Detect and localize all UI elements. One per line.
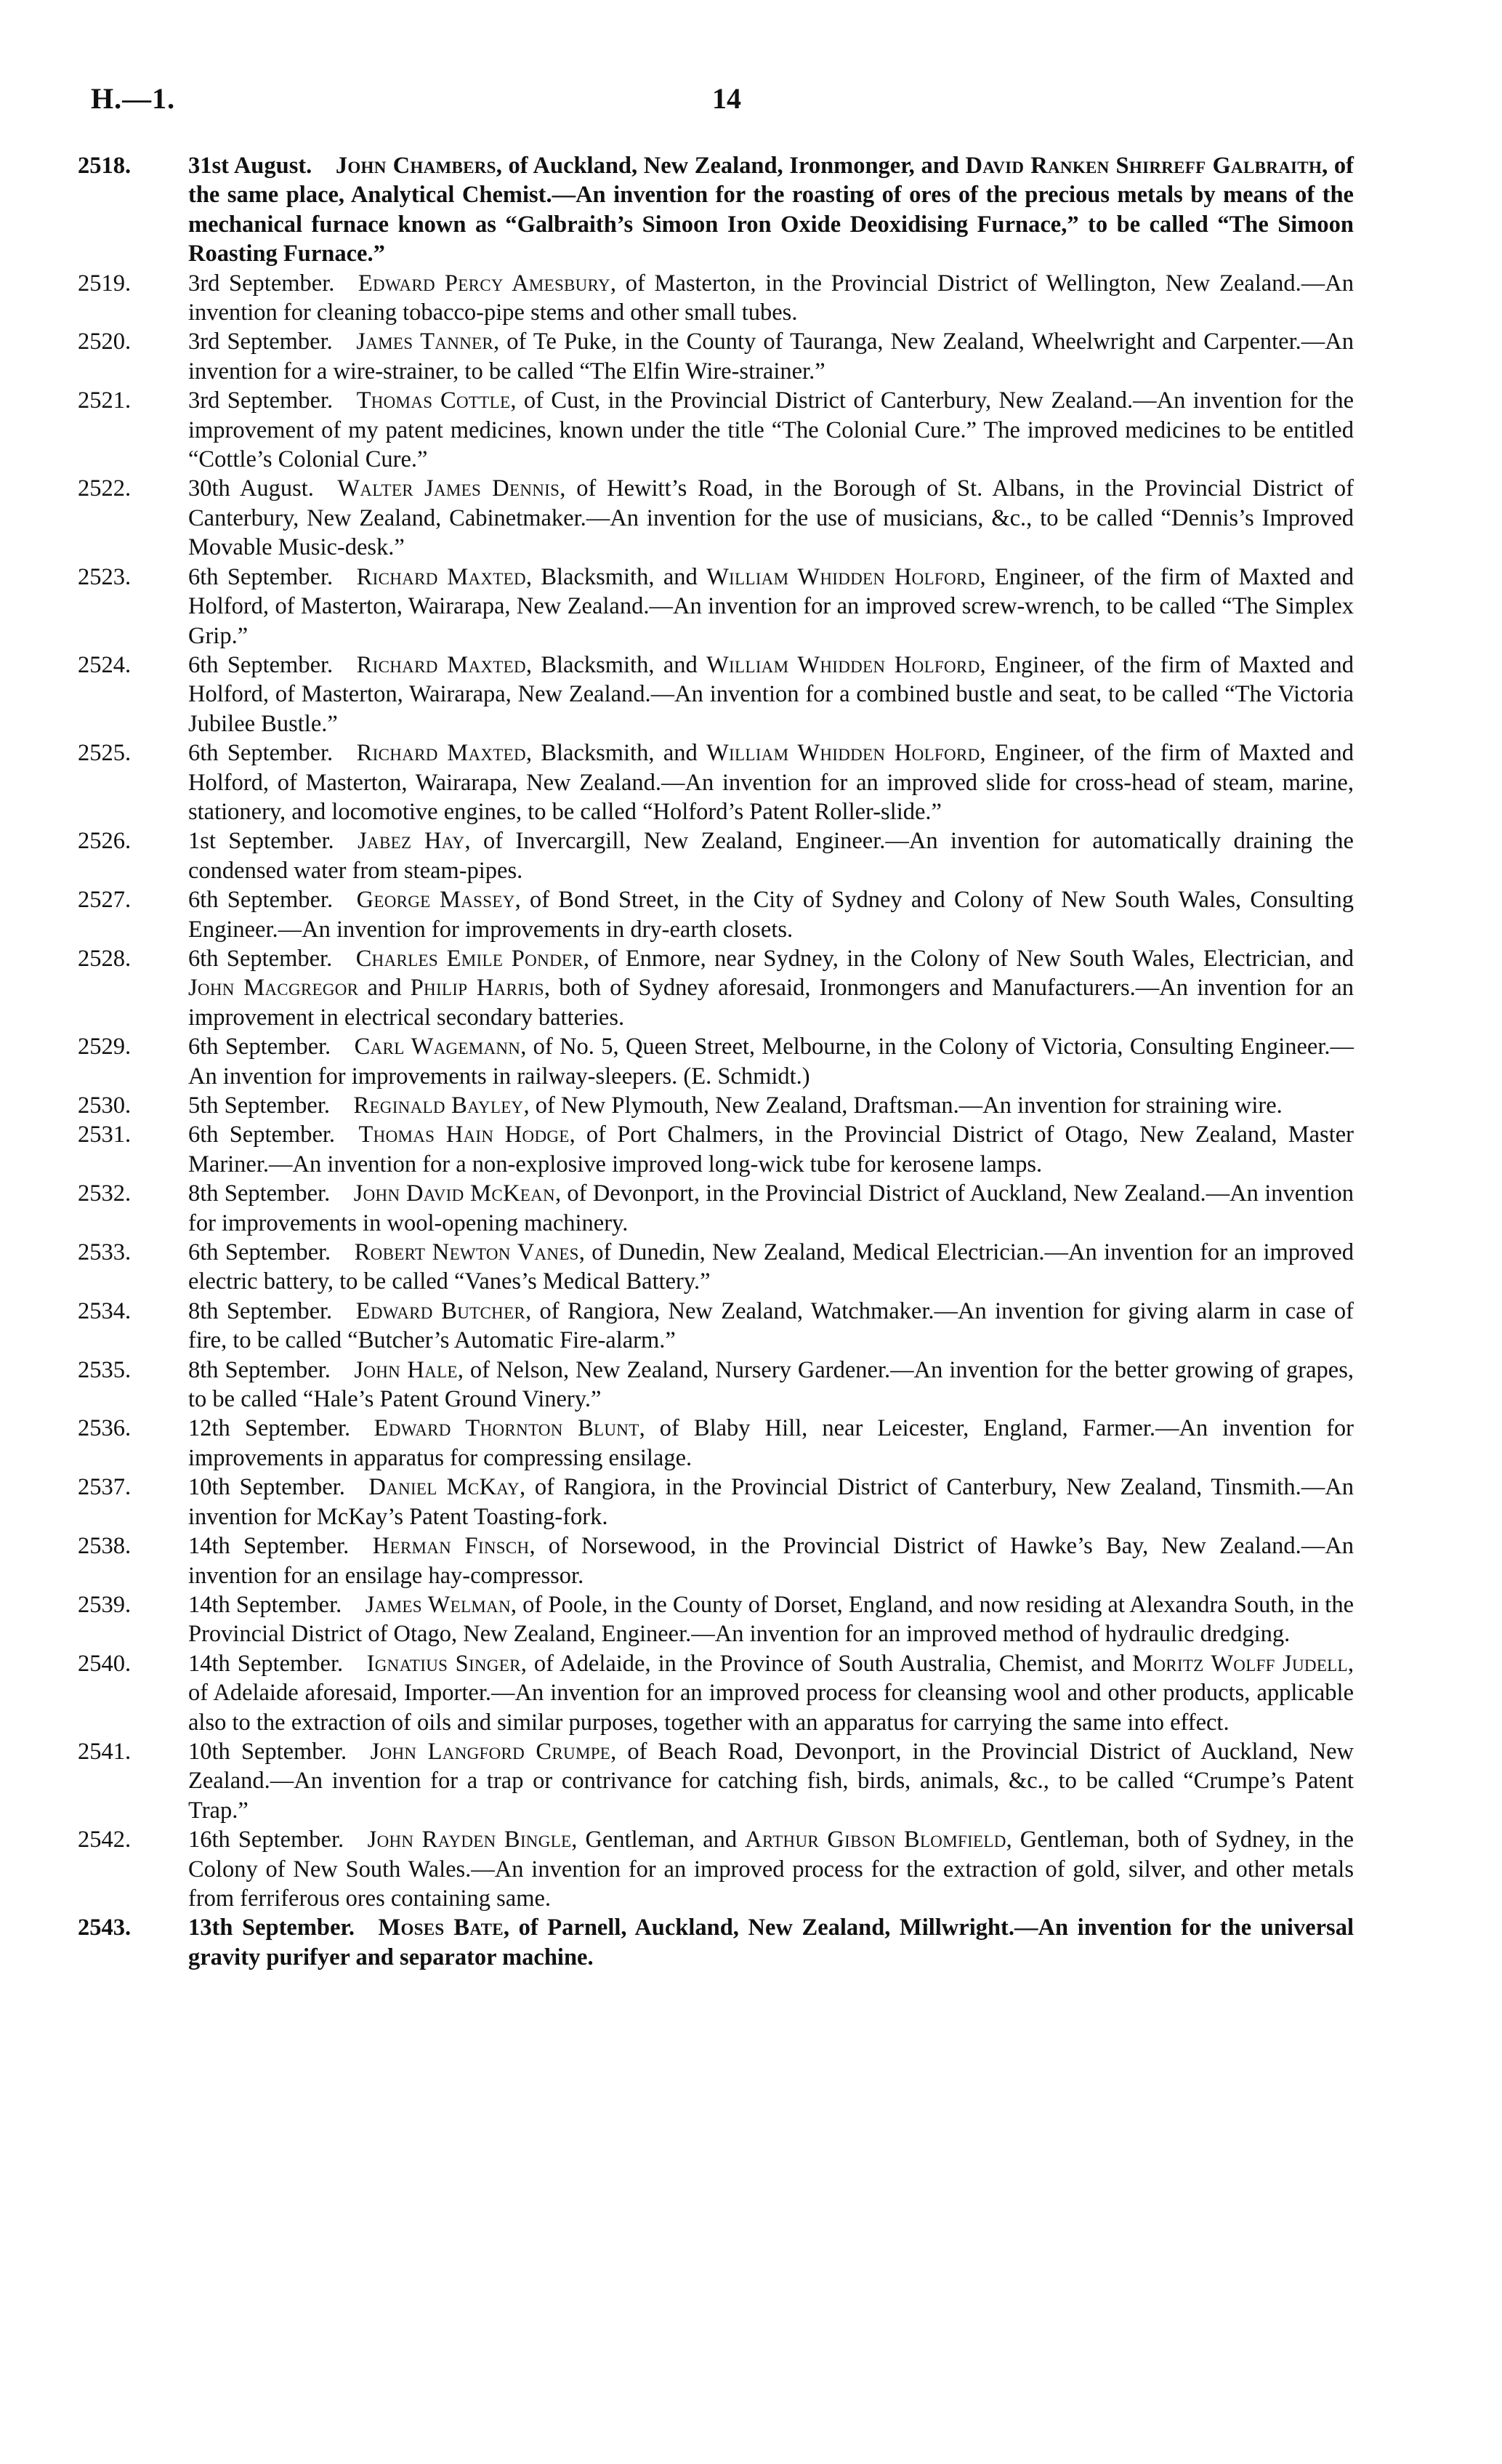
- patent-entry: [78, 944, 1354, 1032]
- applicant-name: Robert Newton Vanes: [354, 1239, 579, 1266]
- patent-entry: [78, 1825, 1354, 1913]
- patent-entry: [78, 151, 1354, 269]
- entry-date: 3rd September.: [188, 387, 334, 414]
- applicant-name: Carl Wagemann: [354, 1034, 521, 1060]
- entry-number: 2531.: [78, 1122, 132, 1148]
- entry-description: , of Beach Road, Devonport, in the Provincial District of Auckland, New Zealand.—An invention for a trap or contrivance for catching fish, birds, animals, &c., to be called “Crumpe’s Patent Trap.”: [188, 1738, 1354, 1824]
- applicant-name: Edward Butcher: [355, 1297, 526, 1324]
- entry-description: , of Bond Street, in the City of Sydney and Colony of New South Wales, Consulting Engineer.—An invention for improvements in dry-earth closets.: [188, 887, 1354, 943]
- entry-description: , of No. 5, Queen Street, Melbourne, in the Colony of Victoria, Consulting Engineer.—An invention for improvements in railway-sleepers. (E. Schmidt.): [188, 1034, 1354, 1090]
- entry-date: 6th September.: [188, 887, 334, 914]
- entry-description: , of Cust, in the Provincial District of Canterbury, New Zealand.—An invention for the improvement of my patent medicines, known under the title “The Colonial Cure.” The improved medicines to be entitled “Cottle’s Colonial Cure.”: [188, 387, 1354, 473]
- patent-entry: [78, 1297, 1354, 1356]
- applicant-name: John Langford Crumpe: [370, 1738, 611, 1765]
- patent-entry: [78, 1091, 1354, 1120]
- entry-description: , of Masterton, in the Provincial District of Wellington, New Zealand.—An invention for cleaning tobacco-pipe stems and other small tubes.: [188, 270, 1354, 326]
- applicant-name: John David McKean: [353, 1180, 555, 1207]
- entry-number: 2519.: [78, 270, 132, 297]
- entry-number: 2518.: [78, 153, 132, 179]
- entry-date: 13th September.: [188, 1915, 355, 1941]
- applicant-name: William Whidden Holford: [706, 651, 980, 678]
- entry-description: , of Norsewood, in the Provincial District of Hawke’s Bay, New Zealand.—An invention for an ensilage hay-compressor.: [188, 1533, 1354, 1589]
- entry-description: , of Blaby Hill, near Leicester, England, Farmer.—An invention for improvements in apparatus for compressing ensilage.: [188, 1415, 1354, 1471]
- entry-description: , of Nelson, New Zealand, Nursery Gardener.—An invention for the better growing of grapes, to be called “Hale’s Patent Ground Vinery.”: [188, 1356, 1354, 1413]
- entry-description: , Engineer, of the firm of Maxted and Holford, of Masterton, Wairarapa, New Zealand.—An invention for a combined bustle and seat, to be called “The Victoria Jubilee Bustle.”: [188, 651, 1354, 737]
- entry-description: , of Invercargill, New Zealand, Engineer.—An invention for automatically draining the condensed water from steam-pipes.: [188, 828, 1354, 884]
- entry-number: 2524.: [78, 651, 132, 678]
- entry-number: 2535.: [78, 1356, 132, 1383]
- patent-entry: [78, 1414, 1354, 1473]
- entry-number: 2538.: [78, 1533, 132, 1560]
- entry-description: , of Enmore, near Sydney, in the Colony of New South Wales, Electrician, and: [583, 945, 1354, 972]
- patent-entry: [78, 1120, 1354, 1179]
- entry-number: 2522.: [78, 475, 132, 502]
- entry-date: 1st September.: [188, 828, 334, 855]
- entry-description: , Engineer, of the firm of Maxted and Holford, of Masterton, Wairarapa, New Zealand.—An invention for an improved screw-wrench, to be called “The Simplex Grip.”: [188, 563, 1354, 649]
- entry-date: 14th September.: [188, 1591, 342, 1618]
- patent-entry: [78, 1590, 1354, 1649]
- applicant-name: Edward Percy Amesbury: [358, 270, 610, 297]
- applicant-name: Charles Emile Ponder: [355, 945, 584, 972]
- entry-date: 6th September.: [188, 1122, 336, 1148]
- entry-date: 10th September.: [188, 1738, 347, 1765]
- applicant-name: Herman Finsch: [372, 1533, 530, 1560]
- entry-number: 2537.: [78, 1474, 132, 1501]
- entry-description: and: [358, 975, 411, 1002]
- document-reference: H.—1.: [91, 82, 176, 115]
- entry-number: 2525.: [78, 740, 132, 767]
- patent-entry: [78, 1913, 1354, 1972]
- entry-date: 6th September.: [188, 1034, 331, 1060]
- entry-number: 2539.: [78, 1591, 132, 1618]
- entry-date: 6th September.: [188, 740, 334, 767]
- entry-date: 6th September.: [188, 651, 334, 678]
- applicant-name: Daniel McKay: [368, 1474, 520, 1501]
- entry-date: 14th September.: [188, 1650, 344, 1677]
- patent-entry: [78, 738, 1354, 826]
- patent-entry: [78, 474, 1354, 562]
- entry-description: , of Poole, in the County of Dorset, England, and now residing at Alexandra South, in the Provincial District of Otago, New Zealand, Engineer.—An invention for an improved method of hydraulic dredging.: [188, 1591, 1354, 1648]
- entry-number: 2536.: [78, 1415, 132, 1442]
- entry-date: 6th September.: [188, 1239, 331, 1266]
- patent-entry: [78, 1473, 1354, 1531]
- entry-number: 2528.: [78, 945, 132, 972]
- entry-description: , of Dunedin, New Zealand, Medical Electrician.—An invention for an improved electric battery, to be called “Vanes’s Medical Battery.”: [188, 1239, 1354, 1295]
- applicant-name: James Welman: [365, 1591, 511, 1618]
- entry-number: 2521.: [78, 387, 132, 414]
- entry-number: 2523.: [78, 563, 132, 590]
- entry-date: 30th August.: [188, 475, 314, 502]
- patent-entry: [78, 651, 1354, 738]
- entry-description: , of Te Puke, in the County of Tauranga, New Zealand, Wheelwright and Carpenter.—An invention for a wire-strainer, to be called “The Elfin Wire-strainer.”: [188, 329, 1354, 385]
- entry-date: 16th September.: [188, 1827, 344, 1853]
- applicant-name: John Rayden Bingle: [367, 1827, 572, 1853]
- entry-date: 31st August.: [188, 153, 312, 179]
- applicant-name: Reginald Bayley: [353, 1092, 524, 1119]
- entry-date: 8th September.: [188, 1180, 331, 1207]
- entry-description: , Engineer, of the firm of Maxted and Holford, of Masterton, Wairarapa, New Zealand.—An invention for an improved slide for cross-head of steam, marine, stationery, and locomotive engines, to be called “Holford’s Patent Roller-slide.”: [188, 740, 1354, 825]
- patent-entry: [78, 1356, 1354, 1414]
- entry-number: 2530.: [78, 1092, 132, 1119]
- patent-entry: [78, 327, 1354, 386]
- entry-date: 10th September.: [188, 1474, 345, 1501]
- applicant-name: Moritz Wolff Judell: [1132, 1650, 1348, 1677]
- entry-date: 3rd September.: [188, 270, 335, 297]
- applicant-name: Edward Thornton Blunt: [374, 1415, 639, 1442]
- patent-entry: [78, 1032, 1354, 1091]
- entry-description: , of New Plymouth, New Zealand, Draftsman.—An invention for straining wire.: [523, 1092, 1283, 1119]
- entry-number: 2541.: [78, 1738, 132, 1765]
- entry-number: 2526.: [78, 828, 132, 855]
- entry-description: , of Rangiora, in the Provincial District of Canterbury, New Zealand, Tinsmith.—An invention for McKay’s Patent Toasting-fork.: [188, 1474, 1354, 1530]
- applicant-name: Philip Harris: [410, 975, 544, 1002]
- entry-number: 2529.: [78, 1034, 132, 1060]
- entry-number: 2520.: [78, 329, 132, 355]
- applicant-name: James Tanner: [356, 329, 494, 355]
- patent-entry: [78, 269, 1354, 328]
- entry-date: 8th September.: [188, 1356, 331, 1383]
- patent-entry: [78, 1238, 1354, 1297]
- entry-date: 5th September.: [188, 1092, 330, 1119]
- entry-description: , of Rangiora, New Zealand, Watchmaker.—An invention for giving alarm in case of fire, to be called “Butcher’s Automatic Fire-alarm.”: [188, 1297, 1354, 1354]
- entry-date: 6th September.: [188, 563, 334, 590]
- patent-entry: [78, 885, 1354, 944]
- entry-number: 2534.: [78, 1297, 132, 1324]
- patent-entry: [78, 1649, 1354, 1737]
- patent-entry: [78, 386, 1354, 474]
- entry-description: , of Devonport, in the Provincial District of Auckland, New Zealand.—An invention for improvements in wool-opening machinery.: [188, 1180, 1354, 1236]
- applicant-name: John Macgregor: [188, 975, 359, 1002]
- patent-entry: [78, 826, 1354, 885]
- applicant-name: Arthur Gibson Blomfield: [745, 1827, 1006, 1853]
- applicant-name: John Chambers: [335, 153, 496, 179]
- page-header: [91, 81, 1413, 125]
- entry-date: 6th September.: [188, 945, 333, 972]
- entry-description: , Blacksmith, and: [525, 563, 707, 590]
- applicant-name: Richard Maxted: [356, 740, 526, 767]
- patent-entry: [78, 563, 1354, 651]
- applicant-name: Ignatius Singer: [366, 1650, 521, 1677]
- applicant-name: Thomas Cottle: [356, 387, 511, 414]
- entry-number: 2543.: [78, 1915, 132, 1941]
- entry-description: , both of Sydney aforesaid, Ironmongers and Manufacturers.—An invention for an improvement in electrical secondary batteries.: [188, 975, 1354, 1031]
- entry-description: , Blacksmith, and: [525, 740, 707, 767]
- applicant-name: David Ranken Shirreff Galbraith: [965, 153, 1323, 179]
- entry-description: , Gentleman, both of Sydney, in the Colony of New South Wales.—An invention for an improved process for the extraction of gold, silver, and other metals from ferriferous ores containing same.: [188, 1827, 1354, 1912]
- entry-description: , of Adelaide, in the Province of South Australia, Chemist, and: [520, 1650, 1133, 1677]
- page-number: 14: [712, 82, 741, 115]
- entry-number: 2532.: [78, 1180, 132, 1207]
- applicant-name: Richard Maxted: [356, 651, 526, 678]
- entry-number: 2540.: [78, 1650, 132, 1677]
- entry-description: , Gentleman, and: [571, 1827, 746, 1853]
- entry-number: 2533.: [78, 1239, 132, 1266]
- entry-description: , Blacksmith, and: [525, 651, 707, 678]
- entry-number: 2542.: [78, 1827, 132, 1853]
- applicant-name: Walter James Dennis: [337, 475, 560, 502]
- entry-description: , of Parnell, Auckland, New Zealand, Millwright.—An invention for the universal gravity purifyer and separator machine.: [188, 1915, 1354, 1970]
- entry-date: 3rd September.: [188, 329, 333, 355]
- applicant-name: George Massey: [356, 887, 515, 914]
- applicant-name: John Hale: [354, 1356, 458, 1383]
- entry-description: , of Adelaide aforesaid, Importer.—An invention for an improved process for cleansing wool and other products, applicable also to the extraction of oils and similar purposes, together with an apparatus for carrying the same into effect.: [188, 1650, 1354, 1736]
- entry-date: 12th September.: [188, 1415, 351, 1442]
- applicant-name: William Whidden Holford: [706, 563, 980, 590]
- applicant-name: William Whidden Holford: [706, 740, 980, 767]
- patent-entry: [78, 1737, 1354, 1825]
- entry-description: , of the same place, Analytical Chemist.—An invention for the roasting of ores of the precious metals by means of the mechanical furnace known as “Galbraith’s Simoon Iron Oxide Deoxidising Furnace,” to be called “The Simoon Roasting Furnace.”: [188, 153, 1354, 267]
- patent-entry: [78, 1531, 1354, 1590]
- entry-description: , of Port Chalmers, in the Provincial District of Otago, New Zealand, Master Mariner.—An invention for a non-explosive improved long-wick tube for kerosene lamps.: [188, 1122, 1354, 1177]
- patent-application-list: [78, 151, 1354, 1972]
- entry-description: , of Auckland, New Zealand, Ironmonger, and: [496, 153, 966, 179]
- entry-date: 14th September.: [188, 1533, 350, 1560]
- entry-description: , of Hewitt’s Road, in the Borough of St. Albans, in the Provincial District of Canterbury, New Zealand, Cabinetmaker.—An invention for the use of musicians, &c., to be called “Dennis’s Improved Movable Music-desk.”: [188, 475, 1354, 561]
- applicant-name: Richard Maxted: [356, 563, 526, 590]
- entry-date: 8th September.: [188, 1297, 333, 1324]
- applicant-name: Thomas Hain Hodge: [358, 1122, 570, 1148]
- applicant-name: Moses Bate: [378, 1915, 504, 1941]
- patent-entry: [78, 1179, 1354, 1238]
- entry-number: 2527.: [78, 887, 132, 914]
- applicant-name: Jabez Hay: [358, 828, 465, 855]
